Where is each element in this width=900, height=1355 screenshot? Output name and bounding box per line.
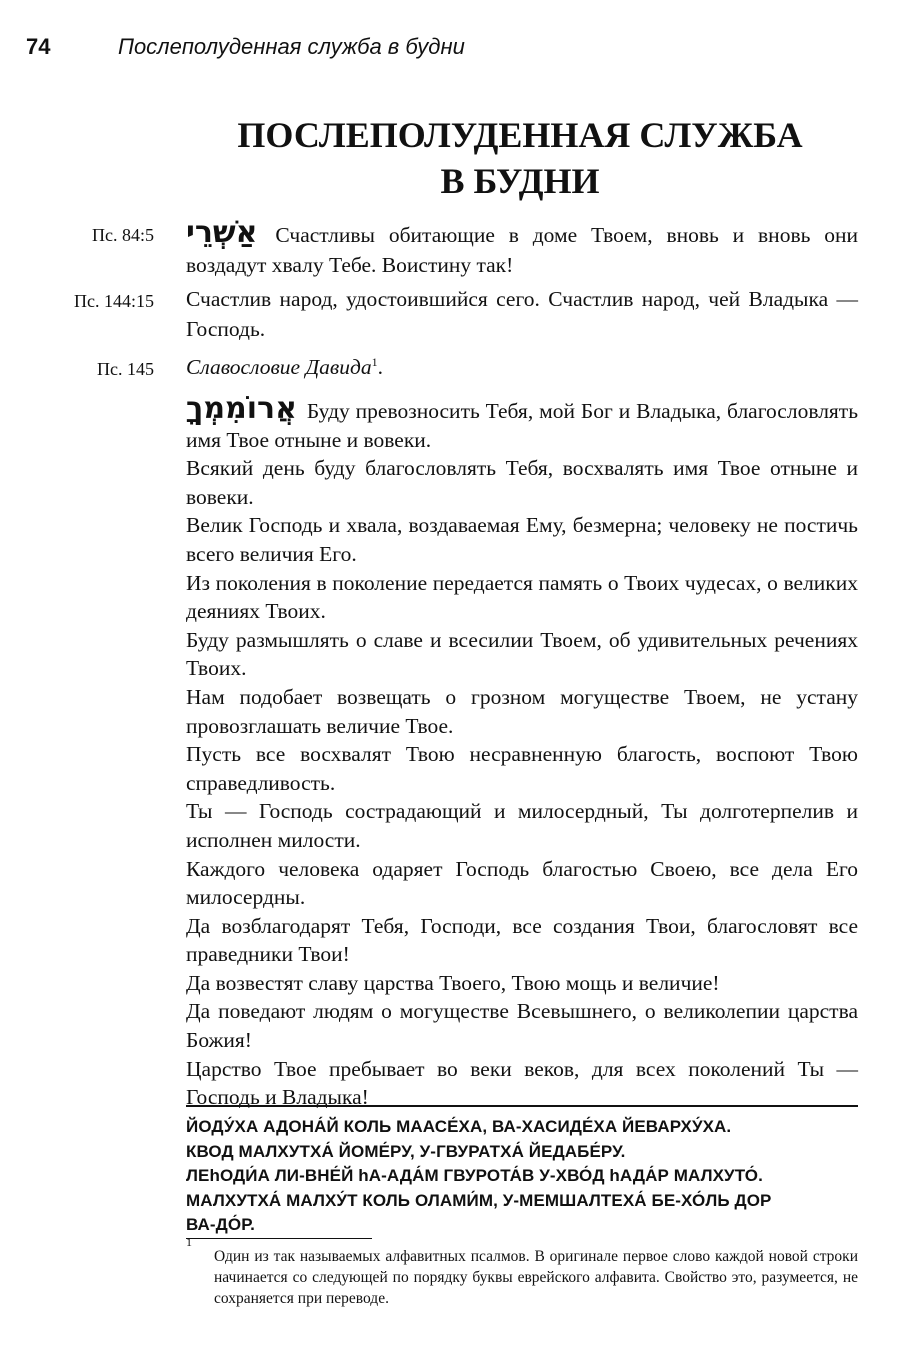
verse-text: Буду превозносить Тебя, мой Бог и Владыка, благословлять имя Твое отныне и вовеки. (186, 399, 859, 452)
verse (186, 391, 859, 454)
running-head (26, 34, 866, 68)
transliteration-line: МАЛХУТХА́ МАЛХУ́Т КОЛЬ ОЛАМИ́М, У-МЕМШАЛТЕХА́ БЕ-ХО́ЛЬ ДОР (186, 1190, 772, 1210)
chapter-title (180, 112, 860, 204)
psalm-heading-suffix: . (377, 355, 383, 379)
passage-text (186, 284, 858, 344)
chapter-title-line-1: ПОСЛЕПОЛУДЕННАЯ СЛУЖБА (237, 115, 803, 155)
verse: Нам подобает возвещать о грозном могуществе Твоем, не устану провозглашать величие Твое. (186, 684, 858, 738)
verse: Ты — Господь сострадающий и милосердный, Ты долготерпелив и исполнен милости. (186, 799, 858, 852)
passage-text (186, 352, 858, 382)
transliteration-line: КВОД МАЛХУТХА́ ЙОМЕ́РУ, У-ГВУРАТХА́ ЙЕДАБЕ́РУ. (186, 1141, 626, 1161)
hebrew-incipit-aromimcha: אֲרוֹמִמְךָ (186, 391, 297, 426)
section-divider (186, 1105, 858, 1107)
footnote: 1 Один из так называемых алфавитных псалмов. В оригинале первое слово каждой новой строки начинается со следующей по порядку буквы еврейского алфавита. Свойство это, разумеется, не сохраняется при переводе. (186, 1235, 858, 1307)
passage-text (186, 215, 859, 280)
verse: Да возвестят славу царства Твоего, Твою мощь и величие! (186, 970, 720, 995)
verse: Царство Твое пребывает во веки веков, для всех поколений Ты — Господь и Владыка! (186, 1056, 858, 1110)
running-title: Послеполуденная служба в будни (118, 34, 465, 59)
transliteration-line: ВА-ДО́Р. (186, 1215, 255, 1234)
psalm-heading: Славословие Давида (186, 355, 372, 379)
footnote-marker: 1 (371, 354, 378, 369)
passage-body: Счастливы обитающие в доме Твоем, вновь и вновь они воздадут хвалу Тебе. Воистину так! (186, 223, 859, 277)
verse: Буду размышлять о славе и всесилии Твоем, об удивительных речениях Твоих. (186, 627, 858, 681)
verse: Да возблагодарят Тебя, Господи, все создания Твои, благословят все праведники Твои! (186, 913, 858, 967)
verse: Пусть все восхвалят Твою несравненную благость, воспоют Твою справедливость. (186, 742, 858, 795)
transliteration-line: ЛЕhОДИ́А ЛИ-ВНЕ́Й hА-АДА́М ГВУРОТА́В У-ХВО́Д hАДА́Р МАЛХУТО́. (186, 1166, 763, 1185)
verse: Велик Господь и хвала, воздаваемая Ему, безмерна; человеку не постичь всего величия Его. (186, 513, 858, 566)
passage-body: Счастлив народ, удостоившийся сего. Счастлив народ, чей Владыка — Господь. (186, 287, 858, 341)
verse-reference: Пс. 144:15 (74, 291, 154, 311)
chapter-title-line-2: В БУДНИ (440, 161, 600, 201)
verse: Всякий день буду благословлять Тебя, восхвалять имя Твое отныне и вовеки. (186, 456, 858, 509)
verse: Да поведают людям о могуществе Всевышнего, о великолепии царства Божия! (186, 999, 858, 1053)
verse: Из поколения в поколение передается память о Твоих чудесах, о великих деяниях Твоих. (186, 570, 858, 624)
footnote-divider (186, 1238, 372, 1239)
verse: Каждого человека одаряет Господь благостью Своею, все дела Его милосердны. (186, 856, 858, 910)
transliteration-line: ЙОДУ́ХА АДОНА́Й КОЛЬ МААСЕ́ХА, ВА-ХАСИДЕ́ХА ЙЕВАРХУ́ХА. (186, 1117, 732, 1136)
transliteration-block (186, 1115, 866, 1238)
verse-reference: Пс. 145 (97, 359, 154, 379)
verse-reference: Пс. 84:5 (92, 225, 154, 245)
psalm-145-verses (186, 391, 859, 1112)
page-number: 74 (26, 34, 51, 59)
hebrew-incipit-ashrei: אַשְׁרֵי (186, 215, 258, 250)
footnote-text: Один из так называемых алфавитных псалмов. В оригинале первое слово каждой новой строки начинается со следующей по порядку буквы еврейского алфавита. Свойство это, разумеется, не сохраняется при переводе. (214, 1248, 858, 1307)
